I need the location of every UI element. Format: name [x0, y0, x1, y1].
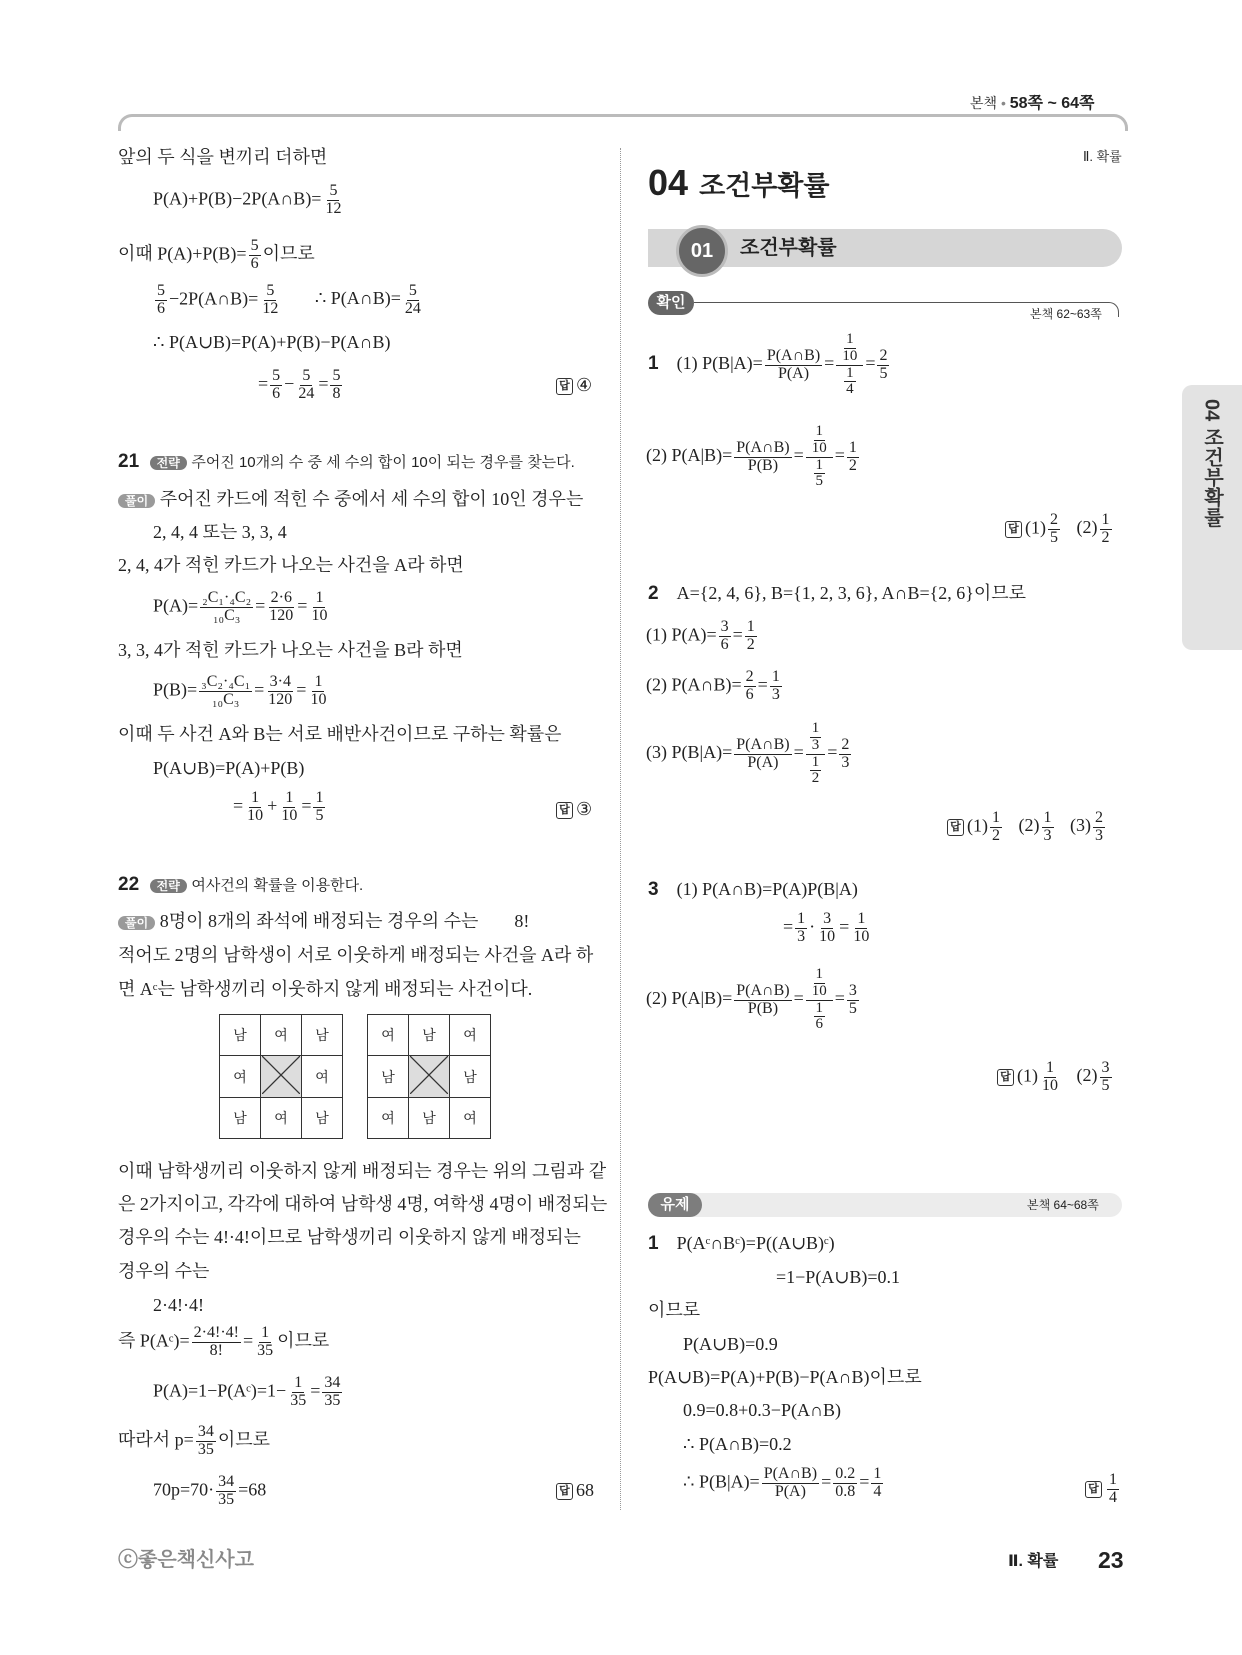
text-line: 이때 두 사건 A와 B는 서로 배반사건이므로 구하는 확률은: [118, 724, 562, 744]
side-tab-label: 04 조건부확률: [1200, 399, 1223, 527]
equation: 1 (1) P(B|A)= $\frac{P(A\cap B)}{P(A)}$ = $\frac{\frac{1}{10}}{\frac{1}{4}}$ = $\frac{2}{5}$: [648, 331, 888, 398]
answer-20: 답 ④: [556, 376, 592, 395]
equation: ∴ P(A∪B)=P(A)+P(B)−P(A∩B): [153, 332, 391, 352]
solution-tag: 풀이: [118, 494, 155, 508]
equation: = $\frac{5}{6}$ − $\frac{5}{24}$ = $\frac{5}{8}$: [258, 367, 341, 402]
answer-check-1: 답 (1) $\frac{2}{5}$ (2) $\frac{1}{2}$: [1005, 512, 1114, 547]
text-line: 이때 남학생끼리 이웃하지 않게 배정되는 경우는 위의 그림과 같: [118, 1161, 607, 1181]
equation: P(A)=1−P(Aᶜ)=1− $\frac{1}{35}$ = $\frac{34}{35}$: [153, 1374, 341, 1409]
chapter-label: Ⅱ. 확률: [1083, 149, 1122, 164]
answer-21: 답 ③: [556, 800, 592, 819]
equation: = $\frac{1}{3}$ · $\frac{3}{10}$ = $\frac{1}{10}$: [783, 910, 870, 945]
header-book-label: 본책 • 58쪽 ~ 64쪽: [970, 95, 1095, 112]
subsection-number: 01: [676, 225, 728, 277]
equation: P(A)+P(B)−2P(A∩B)= $\frac{5}{12}$: [153, 182, 342, 217]
equation: (2) P(A|B)= $\frac{P(A\cap B)}{P(B)}$ = $\frac{\frac{1}{10}}{\frac{1}{6}}$ = $\frac{3}{5}$: [646, 966, 857, 1033]
seat-cell: 남: [302, 1015, 343, 1056]
seat-cell: 여: [368, 1015, 409, 1056]
answer-example-1: 답 $\frac{1}{4}$: [1085, 1472, 1121, 1507]
seat-cell: 남: [302, 1098, 343, 1139]
cross-icon: [410, 1056, 448, 1094]
text-line: 이때 P(A)+P(B)= $\frac{5}{6}$ 이므로: [118, 237, 315, 272]
empty-seat-x: [261, 1056, 302, 1098]
equation: P(A∪B)=P(A)+P(B): [153, 758, 305, 778]
seat-cell: 남: [450, 1056, 491, 1098]
equation: ∴ P(B|A)= $\frac{P(A\cap B)}{P(A)}$ = $\frac{0.2}{0.8}$ = $\frac{1}{4}$: [683, 1465, 882, 1500]
section-title: 04 조건부확률: [648, 162, 830, 203]
equation: P(B)= $\frac{\text{₃C₂·₄C₁}}{\text{₁₀C₃}}$ = $\frac{3\cdot 4}{120}$ = $\frac{1}{10}$: [153, 673, 327, 708]
equation: (1) P(A)= $\frac{3}{6}$ = $\frac{1}{2}$: [646, 618, 755, 653]
side-tab[interactable]: [1182, 385, 1242, 650]
solution-tag: 풀이: [118, 916, 155, 930]
text-line: 풀이 주어진 카드에 적힌 수 중에서 세 수의 합이 10인 경우는: [118, 490, 583, 508]
publisher-logo: ⓒ좋은책신사고: [118, 1549, 254, 1571]
equation: 1 P(Aᶜ∩Bᶜ)=P((A∪B)ᶜ): [648, 1233, 835, 1254]
text-line: 앞의 두 식을 변끼리 더하면: [118, 147, 328, 167]
seat-cell: 남: [220, 1098, 261, 1139]
equation: P(A∪B)=P(A)+P(B)−P(A∩B)이므로: [648, 1367, 922, 1387]
seat-cell: 여: [261, 1015, 302, 1056]
text-line: 은 2가지이고, 각각에 대하여 남학생 4명, 여학생 4명이 배정되는: [118, 1194, 608, 1214]
equation: 3 (1) P(A∩B)=P(A)P(B|A): [648, 879, 858, 900]
cross-icon: [262, 1056, 300, 1094]
text-line: 2, 4, 4 또는 3, 3, 4: [153, 522, 287, 542]
subsection-title: 조건부확률: [740, 237, 837, 259]
seat-cell: 여: [261, 1098, 302, 1139]
text-line: 면 Aᶜ는 남학생끼리 이웃하지 않게 배정되는 사건이다.: [118, 979, 533, 999]
example-tag: 유제: [648, 1193, 702, 1217]
check-tag: 확인: [648, 291, 694, 315]
equation: 즉 P(Aᶜ)= $\frac{2\cdot 4!\cdot 4!}{8!}$ = $\frac{1}{35}$ 이므로: [118, 1324, 330, 1359]
seat-grid-2: [367, 1014, 491, 1139]
text-line: 풀이 8명이 8개의 좌석에 배정되는 경우의 수는 8!: [118, 912, 529, 930]
empty-seat-x: [409, 1056, 450, 1098]
equation: 따라서 p= $\frac{34}{35}$ 이므로: [118, 1423, 270, 1458]
seat-cell: 남: [409, 1015, 450, 1056]
equation: 2·4!·4!: [153, 1295, 204, 1315]
seat-cell: 여: [368, 1098, 409, 1139]
equation: P(A∪B)=0.9: [683, 1334, 778, 1354]
page-number: 23: [1098, 1547, 1124, 1573]
equation: $\frac{5}{6}$ −2P(A∩B)= $\frac{5}{12}$ ∴ P(A∩B)= $\frac{5}{24}$: [157, 282, 421, 317]
page-ref: 본책 62~63쪽: [1030, 307, 1102, 321]
footer-chapter: Ⅱ. 확률: [1008, 1553, 1059, 1570]
seat-cell: 여: [450, 1098, 491, 1139]
answer-check-2: 답 (1) $\frac{1}{2}$ (2) $\frac{1}{3}$ (3) $\frac{2}{3}$: [947, 810, 1107, 845]
equation: = $\frac{1}{10}$ + $\frac{1}{10}$ = $\frac{1}{5}$: [233, 789, 324, 824]
seat-cell: 여: [302, 1056, 343, 1098]
text-line: 적어도 2명의 남학생이 서로 이웃하게 배정되는 사건을 A라 하: [118, 945, 594, 965]
question-22-header: 22 전략 여사건의 확률을 이용한다.: [118, 874, 364, 895]
text-line: 3, 3, 4가 적힌 카드가 나오는 사건을 B라 하면: [118, 640, 463, 660]
seat-grid-1: [219, 1014, 343, 1139]
equation: =1−P(A∪B)=0.1: [776, 1267, 901, 1287]
text-line: 경우의 수는 4!·4!이므로 남학생끼리 이웃하지 않게 배정되는: [118, 1227, 581, 1247]
strategy-tag: 전략: [150, 879, 187, 893]
text-line: 경우의 수는: [118, 1261, 210, 1281]
header-rule: [118, 114, 1128, 131]
equation: ∴ P(A∩B)=0.2: [683, 1434, 792, 1454]
equation: (2) P(A|B)= $\frac{P(A\cap B)}{P(B)}$ = $\frac{\frac{1}{10}}{\frac{1}{5}}$ = $\frac{1}{2}$: [646, 423, 857, 490]
question-21-header: 21 전략 주어진 10개의 수 중 세 수의 합이 10이 되는 경우를 찾는다.: [118, 451, 575, 472]
text-line: 이므로: [648, 1300, 701, 1320]
answer-check-3: 답 (1) $\frac{1}{10}$ (2) $\frac{3}{5}$: [997, 1060, 1114, 1095]
strategy-tag: 전략: [150, 456, 187, 470]
answer-22: 답 68: [556, 1481, 594, 1500]
seat-cell: 남: [409, 1098, 450, 1139]
equation: (3) P(B|A)= $\frac{P(A\cap B)}{P(A)}$ = $\frac{\frac{1}{3}}{\frac{1}{2}}$ = $\frac{2}{3}$: [646, 720, 850, 787]
seat-cell: 여: [450, 1015, 491, 1056]
seat-cell: 남: [368, 1056, 409, 1098]
equation: 0.9=0.8+0.3−P(A∩B): [683, 1400, 841, 1420]
text-line: 2, 4, 4가 적힌 카드가 나오는 사건을 A라 하면: [118, 555, 464, 575]
seat-cell: 여: [220, 1056, 261, 1098]
column-divider: [620, 148, 621, 1510]
text-line: 2 A={2, 4, 6}, B={1, 2, 3, 6}, A∩B={2, 6}이므로: [648, 583, 1027, 604]
equation: (2) P(A∩B)= $\frac{2}{6}$ = $\frac{1}{3}$: [646, 668, 780, 703]
equation: P(A)= $\frac{\text{₂C₁·₄C₂}}{\text{₁₀C₃}}$ = $\frac{2\cdot 6}{120}$ = $\frac{1}{10}$: [153, 589, 328, 624]
equation: 70p=70· $\frac{34}{35}$ =68: [153, 1473, 267, 1508]
page-ref: 본책 64~68쪽: [1027, 1198, 1099, 1212]
seat-cell: 남: [220, 1015, 261, 1056]
